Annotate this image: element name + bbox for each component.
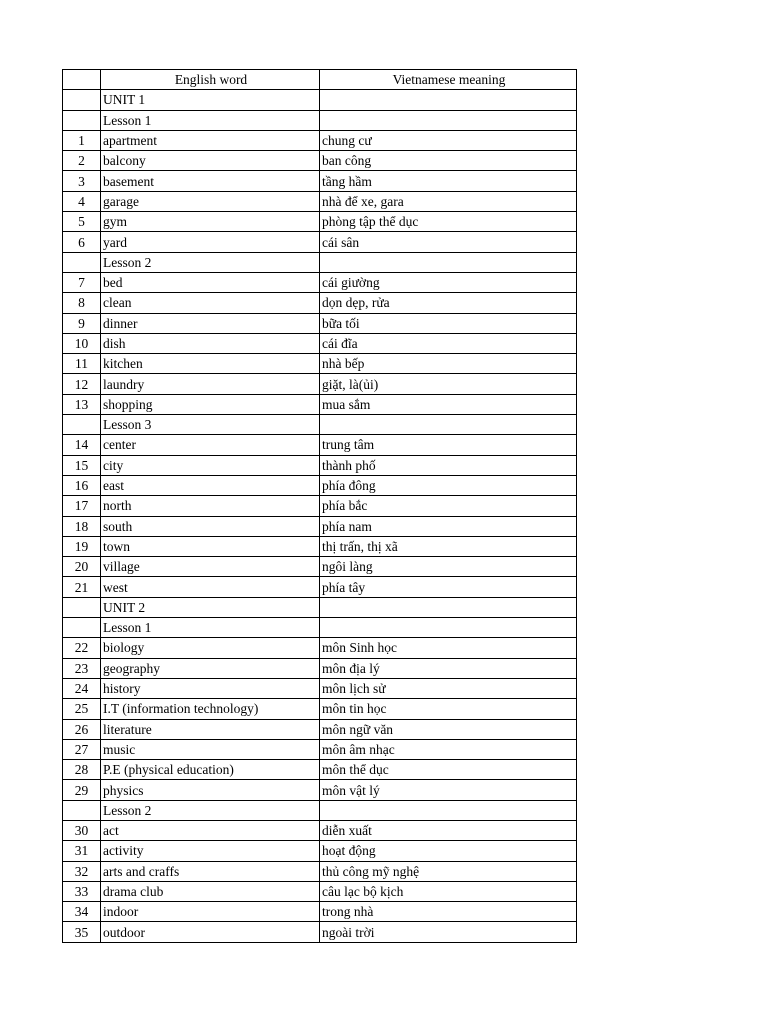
table-row xyxy=(63,516,577,536)
row-number: 28 xyxy=(63,760,101,780)
vietnamese-meaning: môn vật lý xyxy=(320,780,577,800)
row-number: 19 xyxy=(63,536,101,556)
vietnamese-meaning: nhà bếp xyxy=(320,354,577,374)
row-number: 10 xyxy=(63,333,101,353)
vietnamese-meaning: câu lạc bộ kịch xyxy=(320,881,577,901)
table-row xyxy=(63,151,577,171)
table-row xyxy=(63,212,577,232)
table-row xyxy=(63,130,577,150)
table-row xyxy=(63,922,577,942)
english-word: garage xyxy=(101,191,320,211)
table-row xyxy=(63,557,577,577)
table-row xyxy=(63,272,577,292)
table-row xyxy=(63,678,577,698)
vietnamese-meaning: thị trấn, thị xã xyxy=(320,536,577,556)
vietnamese-meaning: tầng hầm xyxy=(320,171,577,191)
table-row xyxy=(63,313,577,333)
english-word: biology xyxy=(101,638,320,658)
vietnamese-meaning: chung cư xyxy=(320,130,577,150)
table-body xyxy=(63,90,577,942)
english-word: dish xyxy=(101,333,320,353)
english-word: activity xyxy=(101,841,320,861)
vietnamese-meaning: môn ngữ văn xyxy=(320,719,577,739)
vietnamese-meaning: phía đông xyxy=(320,475,577,495)
table-row xyxy=(63,658,577,678)
table-row xyxy=(63,902,577,922)
vietnamese-meaning xyxy=(320,110,577,130)
table-row xyxy=(63,577,577,597)
table-row xyxy=(63,536,577,556)
vietnamese-meaning: diễn xuất xyxy=(320,820,577,840)
vietnamese-meaning: phòng tập thể dục xyxy=(320,212,577,232)
row-number xyxy=(63,597,101,617)
row-number: 12 xyxy=(63,374,101,394)
vietnamese-meaning: phía nam xyxy=(320,516,577,536)
row-number: 30 xyxy=(63,820,101,840)
table-header xyxy=(63,70,577,90)
row-number xyxy=(63,800,101,820)
vietnamese-meaning: thủ công mỹ nghệ xyxy=(320,861,577,881)
vietnamese-meaning: môn lịch sử xyxy=(320,678,577,698)
row-number: 5 xyxy=(63,212,101,232)
english-word: dinner xyxy=(101,313,320,333)
vietnamese-meaning: cái đĩa xyxy=(320,333,577,353)
vietnamese-meaning: giặt, là(ủi) xyxy=(320,374,577,394)
english-word: yard xyxy=(101,232,320,252)
vietnamese-meaning xyxy=(320,415,577,435)
row-number: 32 xyxy=(63,861,101,881)
english-word: north xyxy=(101,496,320,516)
english-word: laundry xyxy=(101,374,320,394)
vietnamese-meaning: hoạt động xyxy=(320,841,577,861)
english-word: village xyxy=(101,557,320,577)
english-word: south xyxy=(101,516,320,536)
english-word: balcony xyxy=(101,151,320,171)
table-row xyxy=(63,820,577,840)
vietnamese-meaning: ngoài trời xyxy=(320,922,577,942)
table-row xyxy=(63,191,577,211)
vietnamese-meaning: bữa tối xyxy=(320,313,577,333)
table-row xyxy=(63,881,577,901)
english-word: shopping xyxy=(101,394,320,414)
table-row xyxy=(63,293,577,313)
row-number: 3 xyxy=(63,171,101,191)
vietnamese-meaning: cái sân xyxy=(320,232,577,252)
row-number: 31 xyxy=(63,841,101,861)
table-row xyxy=(63,415,577,435)
english-word: act xyxy=(101,820,320,840)
header-vietnamese-meaning: Vietnamese meaning xyxy=(320,70,577,90)
english-word: center xyxy=(101,435,320,455)
english-word: drama club xyxy=(101,881,320,901)
row-number: 22 xyxy=(63,638,101,658)
vietnamese-meaning: môn địa lý xyxy=(320,658,577,678)
table-row xyxy=(63,638,577,658)
english-word: arts and craffs xyxy=(101,861,320,881)
english-word: Lesson 1 xyxy=(101,110,320,130)
english-word: kitchen xyxy=(101,354,320,374)
table-row xyxy=(63,841,577,861)
english-word: city xyxy=(101,455,320,475)
english-word: apartment xyxy=(101,130,320,150)
vietnamese-meaning: ngôi làng xyxy=(320,557,577,577)
table-row xyxy=(63,252,577,272)
table-row xyxy=(63,354,577,374)
row-number: 8 xyxy=(63,293,101,313)
english-word: geography xyxy=(101,658,320,678)
english-word: clean xyxy=(101,293,320,313)
english-word: west xyxy=(101,577,320,597)
english-word: UNIT 1 xyxy=(101,90,320,110)
english-word: Lesson 2 xyxy=(101,252,320,272)
vietnamese-meaning: môn Sinh học xyxy=(320,638,577,658)
table-row xyxy=(63,719,577,739)
english-word: indoor xyxy=(101,902,320,922)
table-row xyxy=(63,800,577,820)
vietnamese-meaning: ban công xyxy=(320,151,577,171)
row-number: 11 xyxy=(63,354,101,374)
english-word: Lesson 1 xyxy=(101,618,320,638)
table-row xyxy=(63,90,577,110)
english-word: Lesson 3 xyxy=(101,415,320,435)
english-word: literature xyxy=(101,719,320,739)
english-word: music xyxy=(101,739,320,759)
vietnamese-meaning: trong nhà xyxy=(320,902,577,922)
table-row xyxy=(63,435,577,455)
row-number: 16 xyxy=(63,475,101,495)
row-number: 20 xyxy=(63,557,101,577)
row-number: 6 xyxy=(63,232,101,252)
vietnamese-meaning: môn âm nhạc xyxy=(320,739,577,759)
table-row xyxy=(63,699,577,719)
vietnamese-meaning: phía bắc xyxy=(320,496,577,516)
row-number: 25 xyxy=(63,699,101,719)
vietnamese-meaning: trung tâm xyxy=(320,435,577,455)
vietnamese-meaning xyxy=(320,597,577,617)
row-number: 33 xyxy=(63,881,101,901)
row-number xyxy=(63,415,101,435)
row-number xyxy=(63,110,101,130)
english-word: Lesson 2 xyxy=(101,800,320,820)
vietnamese-meaning xyxy=(320,252,577,272)
table-row xyxy=(63,232,577,252)
row-number: 34 xyxy=(63,902,101,922)
row-number xyxy=(63,252,101,272)
english-word: P.E (physical education) xyxy=(101,760,320,780)
vietnamese-meaning xyxy=(320,90,577,110)
row-number: 18 xyxy=(63,516,101,536)
row-number xyxy=(63,618,101,638)
row-number: 26 xyxy=(63,719,101,739)
english-word: outdoor xyxy=(101,922,320,942)
table-row xyxy=(63,780,577,800)
table-row xyxy=(63,760,577,780)
english-word: bed xyxy=(101,272,320,292)
row-number xyxy=(63,90,101,110)
row-number: 23 xyxy=(63,658,101,678)
english-word: basement xyxy=(101,171,320,191)
table-row xyxy=(63,171,577,191)
vietnamese-meaning: thành phố xyxy=(320,455,577,475)
vietnamese-meaning: mua sắm xyxy=(320,394,577,414)
english-word: history xyxy=(101,678,320,698)
row-number: 21 xyxy=(63,577,101,597)
table-row xyxy=(63,110,577,130)
table-row xyxy=(63,496,577,516)
header-row xyxy=(63,70,577,90)
table-row xyxy=(63,374,577,394)
header-number xyxy=(63,70,101,90)
english-word: east xyxy=(101,475,320,495)
row-number: 27 xyxy=(63,739,101,759)
header-english-word: English word xyxy=(101,70,320,90)
vietnamese-meaning xyxy=(320,800,577,820)
table-row xyxy=(63,597,577,617)
row-number: 24 xyxy=(63,678,101,698)
row-number: 1 xyxy=(63,130,101,150)
table-row xyxy=(63,333,577,353)
row-number: 13 xyxy=(63,394,101,414)
vietnamese-meaning xyxy=(320,618,577,638)
english-word: physics xyxy=(101,780,320,800)
row-number: 17 xyxy=(63,496,101,516)
table-row xyxy=(63,455,577,475)
english-word: I.T (information technology) xyxy=(101,699,320,719)
vietnamese-meaning: phía tây xyxy=(320,577,577,597)
vietnamese-meaning: môn tin học xyxy=(320,699,577,719)
table-row xyxy=(63,618,577,638)
english-word: UNIT 2 xyxy=(101,597,320,617)
english-word: town xyxy=(101,536,320,556)
vocabulary-table xyxy=(62,69,577,943)
row-number: 14 xyxy=(63,435,101,455)
vietnamese-meaning: môn thể dục xyxy=(320,760,577,780)
row-number: 4 xyxy=(63,191,101,211)
table-row xyxy=(63,475,577,495)
row-number: 15 xyxy=(63,455,101,475)
table-row xyxy=(63,739,577,759)
english-word: gym xyxy=(101,212,320,232)
vietnamese-meaning: dọn dẹp, rửa xyxy=(320,293,577,313)
table-row xyxy=(63,861,577,881)
row-number: 9 xyxy=(63,313,101,333)
table-row xyxy=(63,394,577,414)
row-number: 2 xyxy=(63,151,101,171)
row-number: 29 xyxy=(63,780,101,800)
vietnamese-meaning: cái giường xyxy=(320,272,577,292)
row-number: 7 xyxy=(63,272,101,292)
row-number: 35 xyxy=(63,922,101,942)
vietnamese-meaning: nhà để xe, gara xyxy=(320,191,577,211)
